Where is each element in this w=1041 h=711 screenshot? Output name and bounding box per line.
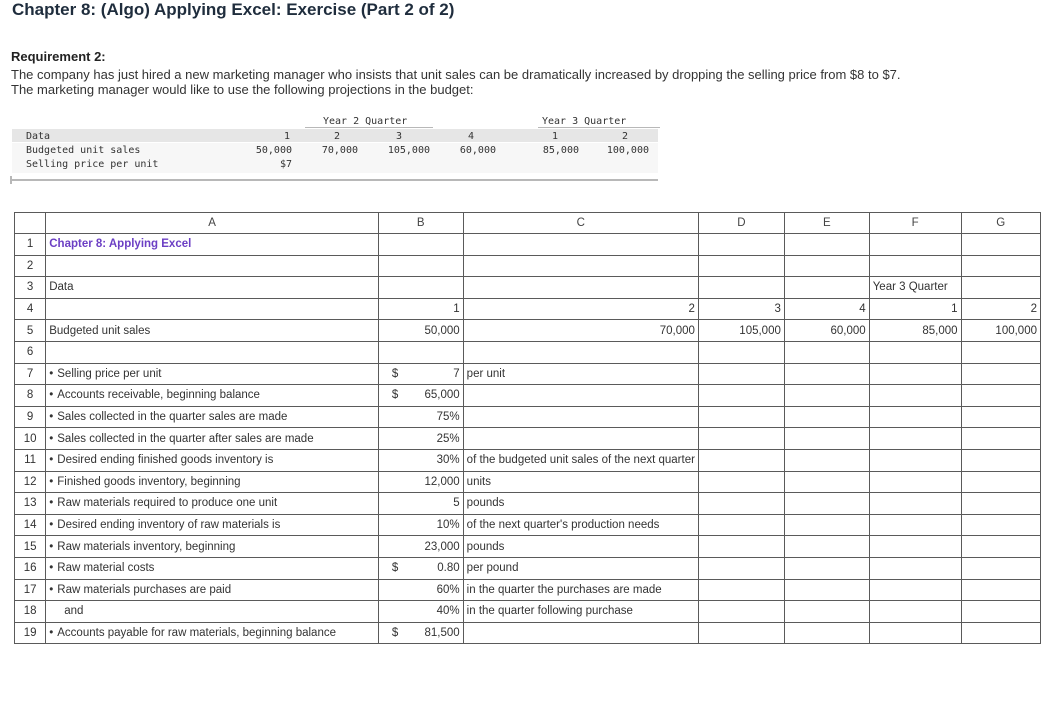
cell[interactable] <box>784 536 869 558</box>
dollar-sign: $ <box>391 367 399 380</box>
table-row <box>15 514 1041 536</box>
cell[interactable] <box>869 514 961 536</box>
note-cell[interactable]: of the budgeted unit sales of the next quarter <box>463 449 698 471</box>
q-number: 4 <box>467 131 474 142</box>
projection-sales-label: Budgeted unit sales <box>26 145 141 156</box>
cell[interactable] <box>698 579 784 601</box>
label-cell[interactable]: • Raw material costs <box>46 557 379 579</box>
note-cell[interactable]: in the quarter the purchases are made <box>463 579 698 601</box>
cell[interactable] <box>784 449 869 471</box>
col-header-a[interactable]: A <box>46 213 379 234</box>
y2-quarter-header: Year 2 Quarter <box>323 116 408 127</box>
sales-value: 60,000 <box>459 145 496 156</box>
row-number[interactable]: 6 <box>15 341 46 363</box>
cell[interactable] <box>784 493 869 515</box>
cell[interactable] <box>784 406 869 428</box>
dollar-sign: $ <box>391 626 399 639</box>
cell[interactable] <box>698 471 784 493</box>
cell[interactable] <box>698 406 784 428</box>
note-cell[interactable]: per unit <box>463 363 698 385</box>
label-cell[interactable]: • Selling price per unit <box>46 363 379 385</box>
row-number[interactable]: 5 <box>15 320 46 342</box>
y3-quarter-header: Year 3 Quarter <box>542 116 627 127</box>
sales-cell[interactable]: 105,000 <box>698 320 784 342</box>
cell[interactable] <box>961 449 1040 471</box>
value-text: 0.80 <box>437 562 460 575</box>
cell[interactable] <box>698 514 784 536</box>
row-number[interactable]: 13 <box>15 493 46 515</box>
cell[interactable] <box>869 557 961 579</box>
sales-cell[interactable]: 60,000 <box>784 320 869 342</box>
table-row <box>15 428 1041 450</box>
cell[interactable] <box>784 341 869 363</box>
value-cell[interactable]: 10% <box>378 514 463 536</box>
cell[interactable] <box>869 622 961 644</box>
note-cell[interactable]: units <box>463 471 698 493</box>
value-cell[interactable] <box>378 385 463 407</box>
cell[interactable] <box>961 514 1040 536</box>
col-header-g[interactable]: G <box>961 213 1040 234</box>
cell[interactable] <box>869 536 961 558</box>
data-label-cell[interactable]: Data <box>46 277 379 299</box>
table-row <box>15 622 1041 644</box>
value-cell[interactable]: 12,000 <box>378 471 463 493</box>
value-cell[interactable]: 5 <box>378 493 463 515</box>
cell[interactable] <box>698 449 784 471</box>
cell[interactable] <box>961 234 1040 256</box>
label-cell[interactable]: • Sales collected in the quarter sales are made <box>46 406 379 428</box>
cell[interactable] <box>698 428 784 450</box>
label-cell[interactable]: • Desired ending inventory of raw materials is <box>46 514 379 536</box>
sales-cell[interactable]: 85,000 <box>869 320 961 342</box>
cell[interactable] <box>869 493 961 515</box>
q-number: 2 <box>333 131 340 142</box>
label-cell[interactable]: • Sales collected in the quarter after sales are made <box>46 428 379 450</box>
cell[interactable] <box>961 277 1040 299</box>
cell[interactable] <box>698 493 784 515</box>
cell[interactable] <box>961 536 1040 558</box>
table-row <box>15 557 1041 579</box>
cell[interactable] <box>961 341 1040 363</box>
row-number[interactable]: 10 <box>15 428 46 450</box>
cell[interactable] <box>463 255 698 277</box>
row-number[interactable]: 1 <box>15 234 46 256</box>
row-number[interactable]: 14 <box>15 514 46 536</box>
cell[interactable] <box>869 449 961 471</box>
col-header-f[interactable]: F <box>869 213 961 234</box>
row-number[interactable]: 7 <box>15 363 46 385</box>
table-row <box>15 298 1041 320</box>
table-row <box>15 234 1041 256</box>
cell[interactable] <box>784 255 869 277</box>
cell[interactable] <box>46 341 379 363</box>
col-header-c[interactable]: C <box>463 213 698 234</box>
dollar-sign: $ <box>391 562 399 575</box>
table-row <box>15 579 1041 601</box>
cell[interactable] <box>378 341 463 363</box>
cell[interactable] <box>784 471 869 493</box>
value-cell[interactable]: 40% <box>378 601 463 623</box>
q-number: 1 <box>283 131 290 142</box>
label-cell[interactable]: • Raw materials required to produce one unit <box>46 493 379 515</box>
cell[interactable] <box>698 557 784 579</box>
label-cell[interactable]: • Finished goods inventory, beginning <box>46 471 379 493</box>
cell[interactable] <box>784 514 869 536</box>
cell[interactable] <box>869 579 961 601</box>
cell[interactable] <box>869 363 961 385</box>
table-row <box>15 255 1041 277</box>
cell[interactable] <box>698 536 784 558</box>
cell[interactable] <box>961 471 1040 493</box>
projection-bottom-rule <box>10 179 658 181</box>
cell[interactable] <box>463 277 698 299</box>
cell[interactable] <box>784 622 869 644</box>
value-cell[interactable]: 30% <box>378 449 463 471</box>
cell[interactable] <box>784 234 869 256</box>
note-cell[interactable]: in the quarter following purchase <box>463 601 698 623</box>
cell[interactable] <box>961 428 1040 450</box>
cell[interactable] <box>869 341 961 363</box>
cell[interactable] <box>698 255 784 277</box>
cell[interactable] <box>698 341 784 363</box>
cell[interactable] <box>698 277 784 299</box>
row-number[interactable]: 15 <box>15 536 46 558</box>
quarter-cell[interactable]: 1 <box>869 298 961 320</box>
value-text: 81,500 <box>424 626 460 639</box>
page-title: Chapter 8: (Algo) Applying Excel: Exercise (Part 2 of 2) <box>12 0 455 19</box>
cell[interactable] <box>46 298 379 320</box>
price-value: $7 <box>279 159 292 170</box>
sales-value: 105,000 <box>387 145 430 156</box>
requirement-heading: Requirement 2: <box>11 49 106 64</box>
row-number[interactable]: 8 <box>15 385 46 407</box>
cell[interactable] <box>698 234 784 256</box>
value-cell[interactable]: 23,000 <box>378 536 463 558</box>
label-cell[interactable]: and <box>46 601 379 623</box>
row-number[interactable]: 17 <box>15 579 46 601</box>
cell[interactable] <box>698 601 784 623</box>
projection-left-rule <box>10 176 12 184</box>
row-number[interactable]: 12 <box>15 471 46 493</box>
cell[interactable] <box>463 234 698 256</box>
cell[interactable] <box>378 255 463 277</box>
sales-value: 85,000 <box>542 145 579 156</box>
value-cell[interactable] <box>378 363 463 385</box>
cell[interactable] <box>378 277 463 299</box>
table-row <box>15 536 1041 558</box>
projection-price-label: Selling price per unit <box>26 159 159 170</box>
cell[interactable] <box>961 601 1040 623</box>
label-cell[interactable]: • Accounts receivable, beginning balance <box>46 385 379 407</box>
table-row <box>15 449 1041 471</box>
cell[interactable] <box>784 557 869 579</box>
cell[interactable] <box>961 557 1040 579</box>
cell[interactable] <box>784 428 869 450</box>
cell[interactable] <box>463 341 698 363</box>
sales-value: 50,000 <box>255 145 292 156</box>
value-cell[interactable] <box>378 557 463 579</box>
cell[interactable] <box>961 579 1040 601</box>
corner-cell[interactable] <box>15 213 46 234</box>
row-number[interactable]: 18 <box>15 601 46 623</box>
q-number: 3 <box>395 131 402 142</box>
cell[interactable] <box>961 406 1040 428</box>
q-number: 1 <box>551 131 558 142</box>
cell[interactable] <box>698 363 784 385</box>
sales-value: 70,000 <box>321 145 358 156</box>
cell[interactable] <box>869 234 961 256</box>
cell[interactable] <box>869 406 961 428</box>
cell[interactable] <box>961 255 1040 277</box>
requirement-text: The company has just hired a new marketing manager who insists that unit sales can be dramatically increased by dropping the selling price from $8 to $7. The marketing manager would like to use the following projections in the budget: <box>11 67 901 97</box>
cell[interactable] <box>961 385 1040 407</box>
table-row <box>15 601 1041 623</box>
table-row <box>15 406 1041 428</box>
year3-quarter-cell[interactable]: Year 3 Quarter <box>869 277 961 299</box>
cell[interactable] <box>869 601 961 623</box>
quarter-cell[interactable]: 2 <box>463 298 698 320</box>
value-text: 7 <box>453 367 460 380</box>
value-cell[interactable]: 25% <box>378 428 463 450</box>
sales-cell[interactable]: 50,000 <box>378 320 463 342</box>
cell[interactable] <box>784 385 869 407</box>
table-row <box>15 277 1041 299</box>
cell[interactable] <box>869 385 961 407</box>
note-cell[interactable]: pounds <box>463 536 698 558</box>
sales-cell[interactable]: 70,000 <box>463 320 698 342</box>
cell[interactable] <box>784 277 869 299</box>
sheet-title-cell[interactable]: Chapter 8: Applying Excel <box>46 234 379 256</box>
cell[interactable] <box>698 385 784 407</box>
label-cell[interactable]: • Raw materials inventory, beginning <box>46 536 379 558</box>
quarter-cell[interactable]: 2 <box>961 298 1040 320</box>
col-header-b[interactable]: B <box>378 213 463 234</box>
quarter-cell[interactable]: 1 <box>378 298 463 320</box>
quarter-cell[interactable]: 3 <box>698 298 784 320</box>
q-number: 2 <box>621 131 628 142</box>
y3-underline <box>538 127 660 128</box>
sales-cell[interactable]: 100,000 <box>961 320 1040 342</box>
note-cell[interactable]: per pound <box>463 557 698 579</box>
cell[interactable] <box>698 622 784 644</box>
label-cell[interactable]: • Raw materials purchases are paid <box>46 579 379 601</box>
row-number[interactable]: 11 <box>15 449 46 471</box>
cell[interactable] <box>869 471 961 493</box>
label-cell[interactable]: • Desired ending finished goods inventory is <box>46 449 379 471</box>
value-cell[interactable] <box>378 622 463 644</box>
row-number[interactable]: 16 <box>15 557 46 579</box>
cell[interactable] <box>463 406 698 428</box>
table-row <box>15 320 1041 342</box>
dollar-sign: $ <box>391 389 399 402</box>
cell[interactable] <box>463 622 698 644</box>
cell[interactable] <box>961 493 1040 515</box>
col-header-e[interactable]: E <box>784 213 869 234</box>
value-cell[interactable]: 60% <box>378 579 463 601</box>
row-number[interactable]: 2 <box>15 255 46 277</box>
row-number[interactable]: 19 <box>15 622 46 644</box>
table-row <box>15 493 1041 515</box>
cell[interactable] <box>784 363 869 385</box>
cell[interactable] <box>869 255 961 277</box>
note-cell[interactable]: of the next quarter's production needs <box>463 514 698 536</box>
cell[interactable] <box>961 363 1040 385</box>
table-row <box>15 363 1041 385</box>
column-header-row <box>15 213 1041 234</box>
cell[interactable] <box>784 579 869 601</box>
row-number[interactable]: 9 <box>15 406 46 428</box>
cell[interactable] <box>869 428 961 450</box>
y2-underline <box>305 127 433 128</box>
value-text: 65,000 <box>424 389 460 402</box>
cell[interactable] <box>784 601 869 623</box>
cell[interactable] <box>46 255 379 277</box>
cell[interactable] <box>463 385 698 407</box>
cell[interactable] <box>378 234 463 256</box>
col-header-d[interactable]: D <box>698 213 784 234</box>
spreadsheet <box>14 212 1041 644</box>
row-number[interactable]: 4 <box>15 298 46 320</box>
table-row <box>15 385 1041 407</box>
note-cell[interactable]: pounds <box>463 493 698 515</box>
projection-data-label: Data <box>26 131 51 142</box>
row-number[interactable]: 3 <box>15 277 46 299</box>
table-row <box>15 341 1041 363</box>
sales-label-cell[interactable]: Budgeted unit sales <box>46 320 379 342</box>
value-cell[interactable]: 75% <box>378 406 463 428</box>
cell[interactable] <box>463 428 698 450</box>
table-row <box>15 471 1041 493</box>
label-cell[interactable]: • Accounts payable for raw materials, beginning balance <box>46 622 379 644</box>
cell[interactable] <box>961 622 1040 644</box>
quarter-cell[interactable]: 4 <box>784 298 869 320</box>
sales-value: 100,000 <box>606 145 649 156</box>
